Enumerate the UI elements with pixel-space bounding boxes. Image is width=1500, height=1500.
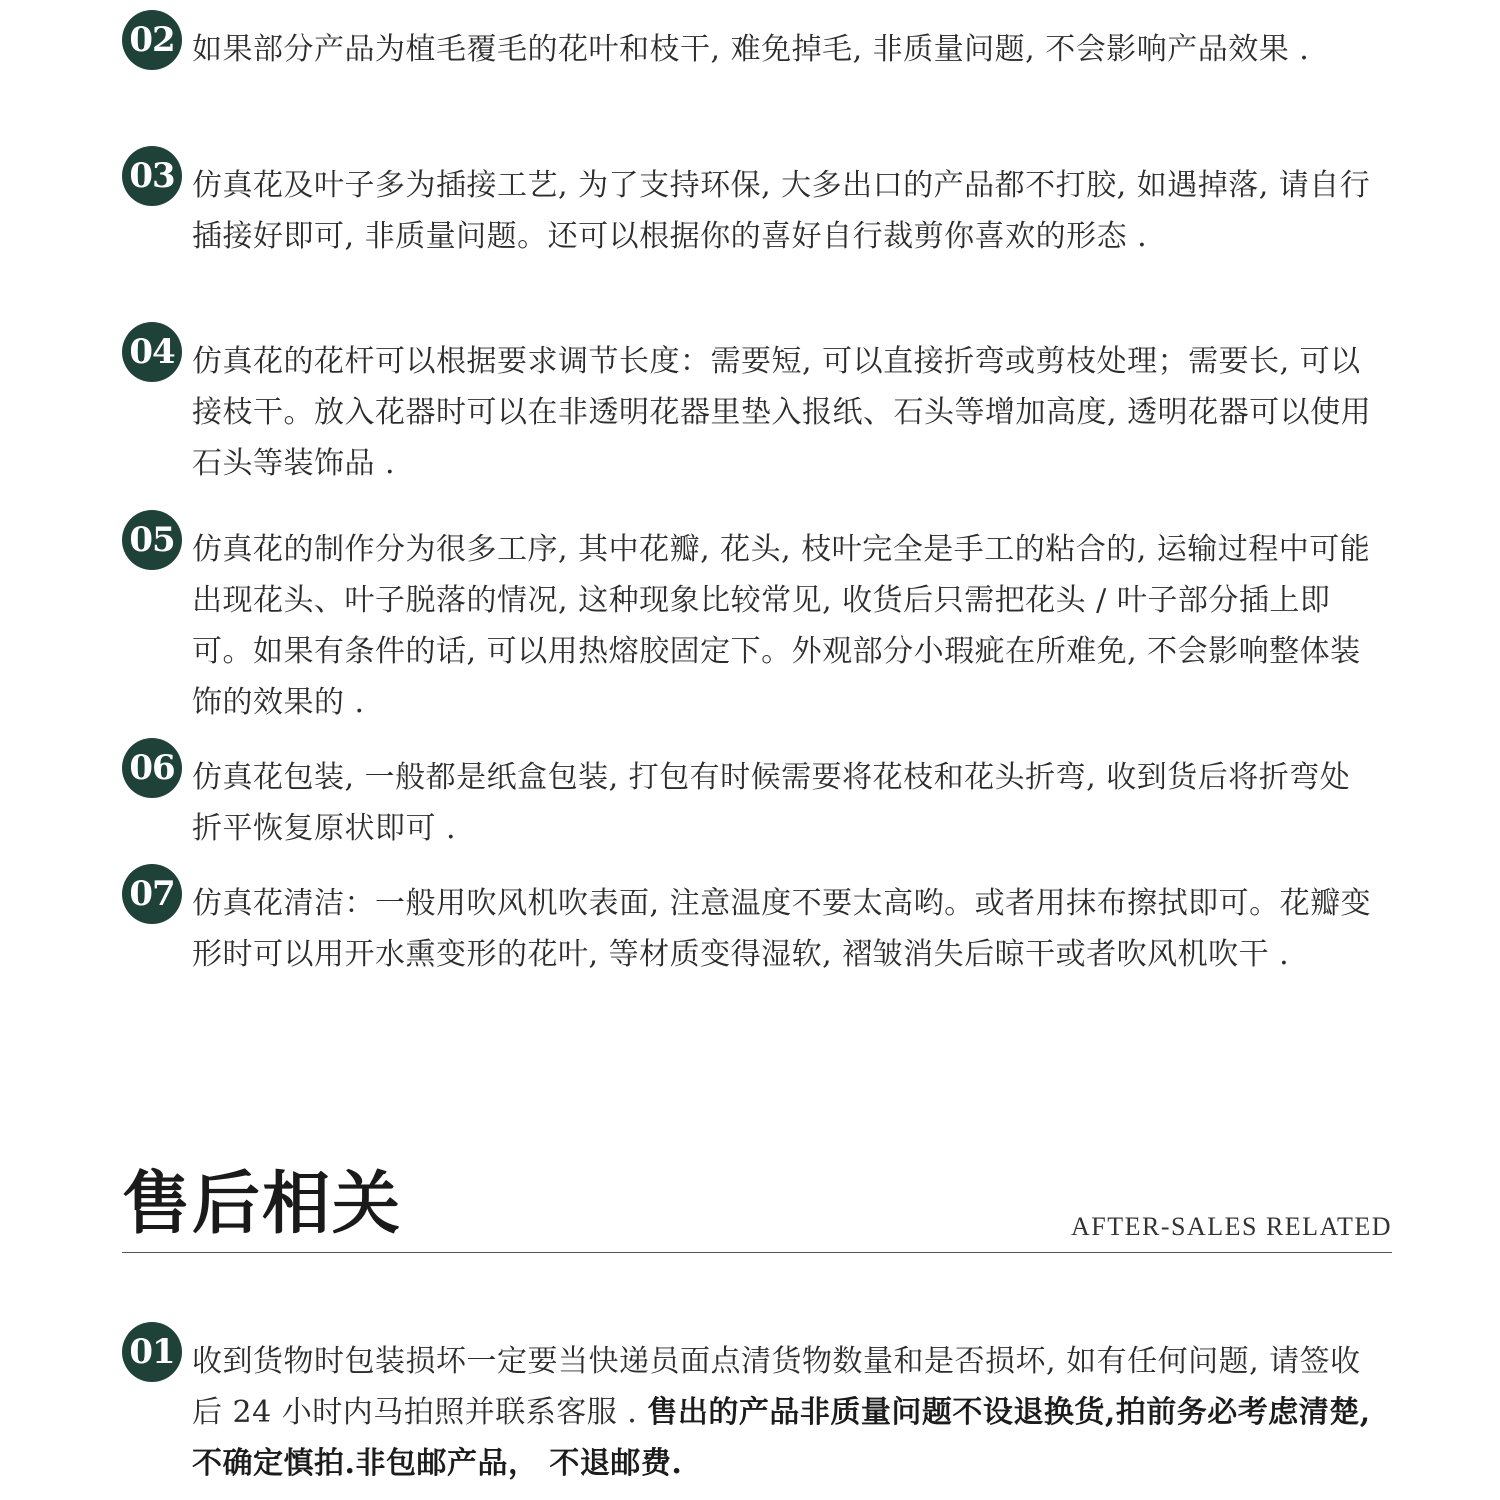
- number-badge: 06: [122, 738, 182, 798]
- item-text: 仿真花包装, 一般都是纸盒包装, 打包有时候需要将花枝和花头折弯, 收到货后将折弯处折平恢复原状即可 .: [192, 760, 1351, 846]
- section-title: 售后相关: [122, 1164, 403, 1244]
- item-text: 仿真花清洁：一般用吹风机吹表面, 注意温度不要太高哟。或者用抹布擦拭即可。花瓣变形时可以用开水熏变形的花叶, 等材质变得湿软, 褶皱消失后晾干或者吹风机吹干 .: [192, 886, 1372, 972]
- number-badge: 02: [122, 10, 182, 70]
- item-text-regular: 收到货物时包装损坏一定要当快递员面点清货物数量和是否损坏, 如有任何问题, 请签收后 24 小时内马拍照并联系客服 .: [192, 1344, 1361, 1430]
- item-text: [192, 1336, 1372, 1489]
- section-divider: [122, 1252, 1392, 1253]
- section-subtitle: AFTER-SALES RELATED: [1071, 1212, 1392, 1241]
- number-badge: 03: [122, 146, 182, 206]
- item-text-strong: 售出的产品非质量问题不设退换货,拍前务必考虑清楚,不确定慎拍.非包邮产品， 不退邮费.: [192, 1395, 1371, 1481]
- number-badge: 01: [122, 1322, 182, 1382]
- item-text: 仿真花的制作分为很多工序, 其中花瓣, 花头, 枝叶完全是手工的粘合的, 运输过程中可能出现花头、叶子脱落的情况, 这种现象比较常见, 收货后只需把花头 / 叶子部分插上即可。如果有条件的话, 可以用热熔胶固定下。外观部分小瑕疵在所难免, 不会影响整体装饰的效果的 .: [192, 532, 1371, 720]
- item-text: 仿真花及叶子多为插接工艺, 为了支持环保, 大多出口的产品都不打胶, 如遇掉落, 请自行插接好即可, 非质量问题。还可以根据你的喜好自行裁剪你喜欢的形态 .: [192, 168, 1371, 254]
- number-badge: 05: [122, 510, 182, 570]
- item-text: 仿真花的花杆可以根据要求调节长度：需要短, 可以直接折弯或剪枝处理；需要长, 可以接枝干。放入花器时可以在非透明花器里垫入报纸、石头等增加高度, 透明花器可以使用石头等装饰品 .: [192, 344, 1372, 481]
- item-text: 如果部分产品为植毛覆毛的花叶和枝干, 难免掉毛, 非质量问题, 不会影响产品效果 .: [192, 32, 1310, 67]
- number-badge: 07: [122, 864, 182, 924]
- number-badge: 04: [122, 322, 182, 382]
